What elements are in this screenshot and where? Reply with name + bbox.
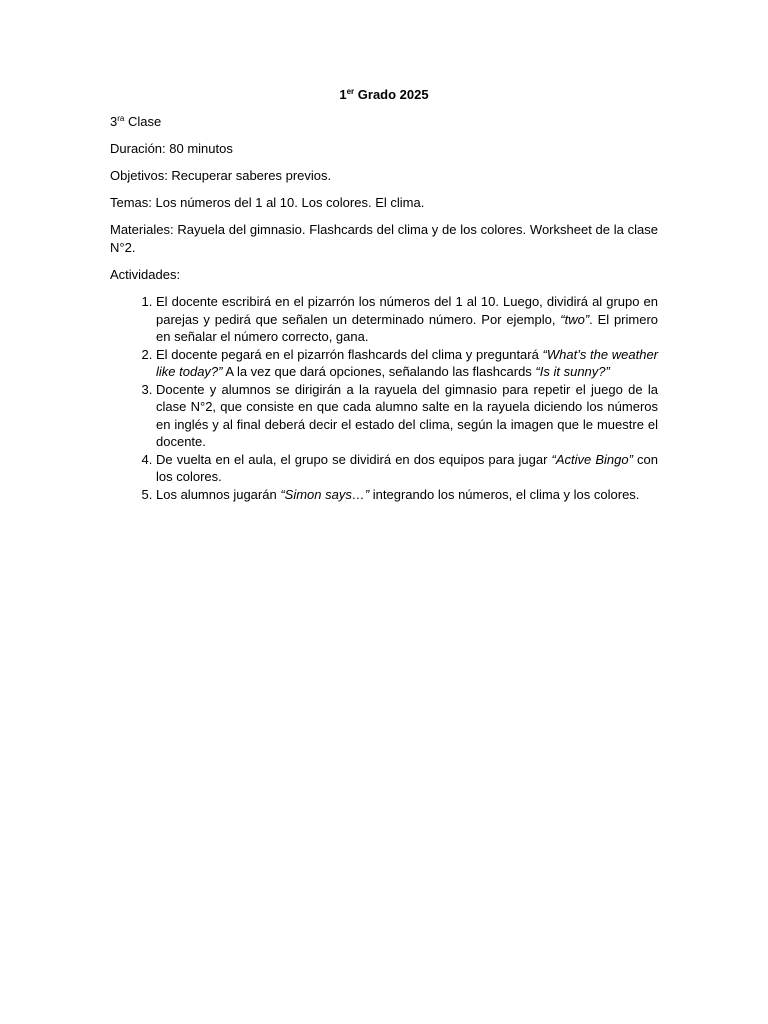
activity-2-text-middle: A la vez que dará opciones, señalando las flashcards	[222, 364, 536, 379]
activity-item-5	[156, 486, 658, 504]
activity-4-text: De vuelta en el aula, el grupo se dividirá en dos equipos para jugar	[156, 451, 552, 467]
activity-5-text: Los alumnos jugarán	[156, 486, 281, 502]
activity-4-text-end: con los colores.	[156, 451, 659, 484]
temas-line: Temas: Los números del 1 al 10. Los colores. El clima.	[110, 195, 425, 210]
activity-1-text: El docente escribirá en el pizarrón los números del 1 al 10. Luego, dividirá al grupo en parejas y pedirá que señalen un determinado número. Por ejemplo,	[156, 294, 658, 327]
activity-item-4	[156, 451, 658, 486]
activities-list	[110, 293, 658, 503]
activity-3-text: Docente y alumnos se dirigirán a la rayuela del gimnasio para repetir el juego de la clase N°2, que consiste en que cada alumno salte en la rayuela diciendo los números en inglés y al final deberá decir el estado del clima, según la imagen que le muestre el docente.	[156, 381, 658, 449]
document-page	[110, 86, 658, 503]
activity-2-italic-2: “Is it sunny?”	[535, 364, 610, 379]
activity-1-italic: “two”	[560, 311, 590, 327]
title-rest: Grado 2025	[354, 87, 429, 102]
duracion-line: Duración: 80 minutos	[110, 141, 233, 156]
activity-4-italic: “Active Bingo”	[551, 451, 633, 467]
activity-5-italic: “Simon says…”	[280, 486, 370, 502]
clase-superscript: ra	[117, 114, 125, 123]
activity-2-italic: “What’s the weather like today?”	[156, 346, 658, 379]
activity-item-1	[156, 293, 658, 346]
objetivos-line: Objetivos: Recuperar saberes previos.	[110, 168, 332, 183]
clase-rest: Clase	[124, 114, 162, 129]
document-title	[110, 86, 658, 104]
activity-item-3	[156, 381, 658, 451]
clase-number: 3	[110, 114, 118, 129]
actividades-label: Actividades:	[110, 267, 181, 282]
materiales-line: Materiales: Rayuela del gimnasio. Flashcards del clima y de los colores. Worksheet de la clase N°2.	[110, 222, 658, 255]
activity-5-text-end: integrando los números, el clima y los colores.	[369, 486, 640, 502]
clase-line	[110, 113, 658, 131]
title-superscript: er	[346, 87, 355, 96]
activity-item-2	[156, 346, 658, 381]
activity-2-text: El docente pegará en el pizarrón flashcards del clima y preguntará	[156, 346, 543, 362]
title-number: 1	[339, 87, 347, 102]
activity-1-text-end: . El primero en señalar el número correcto, gana.	[156, 311, 659, 344]
